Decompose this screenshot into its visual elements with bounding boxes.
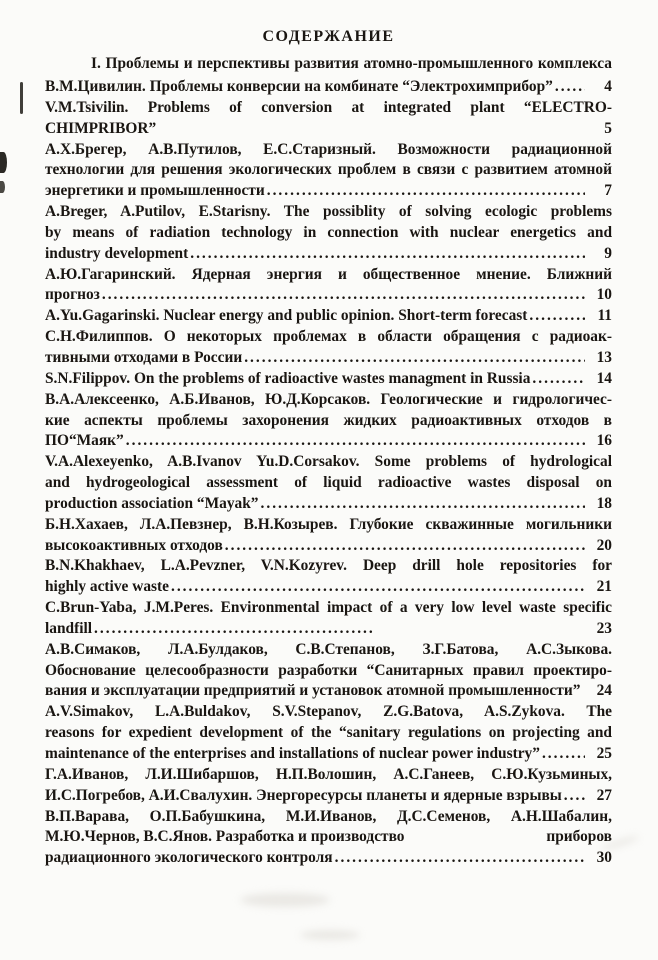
toc-row <box>45 598 612 619</box>
toc-entry-text: and hydrogeological assessment of liquid radioactive wastes disposal on <box>45 474 612 492</box>
page-number: 11 <box>597 307 612 325</box>
page-number: 10 <box>596 286 612 304</box>
toc-entry-text: приборов <box>546 828 612 846</box>
page-number: 20 <box>596 536 612 554</box>
toc-entry-text: радиационного экологического контроля <box>45 849 333 867</box>
toc-entry-text: S.N.Filippov. On the problems of radioactive wastes managment in Russia <box>45 369 531 387</box>
toc-row <box>45 431 612 452</box>
dot-leader <box>244 348 585 369</box>
toc-row <box>45 744 612 765</box>
toc-row <box>45 411 612 432</box>
toc-row <box>45 536 612 557</box>
toc-entry-text: тивными отходами в России <box>45 348 243 366</box>
toc-row <box>45 265 612 286</box>
dot-leader <box>532 369 585 390</box>
toc-row <box>45 452 612 473</box>
toc-entry-text: Б.Н.Хахаев, Л.А.Певзнер, В.Н.Козырев. Глубокие скважинные могильники <box>45 515 612 533</box>
page-number: 27 <box>596 786 612 804</box>
page-number: 23 <box>596 619 612 637</box>
toc-row <box>45 244 612 265</box>
toc-row <box>45 119 612 140</box>
toc-entry-text: landfill <box>45 619 93 637</box>
toc-entry-text: reasons for expedient development of the “sanitary regulations on projecting and <box>45 724 612 742</box>
toc-row <box>45 160 612 181</box>
page-number: 30 <box>596 849 612 867</box>
scan-artifact <box>0 181 5 193</box>
toc-row <box>45 661 612 682</box>
dot-leader <box>564 786 585 807</box>
toc-entry-text: А.В.Симаков, Л.А.Булдаков, С.В.Степанов, З.Г.Батова, А.С.Зыкова. <box>45 640 612 658</box>
toc-row <box>45 577 612 598</box>
toc-entry-text: industry development <box>45 244 189 262</box>
dot-leader <box>190 244 585 265</box>
toc-row <box>45 348 612 369</box>
toc-entry-text: highly active waste <box>45 578 169 596</box>
toc-row <box>45 390 612 411</box>
page-number: 9 <box>604 244 612 262</box>
dot-leader <box>171 577 585 598</box>
toc-entry-text: A.Breger, A.Putilov, E.Starisny. The possiblity of solving ecologic problems <box>45 203 612 221</box>
toc-entry-text: технологии для решения экологических проблем в связи с развитием атомной <box>45 161 612 179</box>
toc-row <box>45 640 612 661</box>
toc-entry-text: М.Ю.Чернов, В.С.Янов. Разработка и производство <box>45 828 405 846</box>
toc-entry-text: A.Yu.Gagarinski. Nuclear energy and public opinion. Short-term forecast <box>45 307 528 325</box>
page-number: 21 <box>596 578 612 596</box>
scan-smudge <box>300 930 360 940</box>
toc-row <box>45 827 612 848</box>
toc-row <box>45 807 612 828</box>
dot-leader <box>542 744 585 765</box>
toc-row <box>45 681 612 702</box>
toc-entry-text: А.Х.Брегер, А.В.Путилов, Е.С.Старизный. Возможности радиационной <box>45 140 612 158</box>
toc-row <box>45 848 612 869</box>
toc-row <box>45 140 612 161</box>
scan-smudge <box>240 893 330 907</box>
toc-row <box>45 285 612 306</box>
toc-entry-text: production association “Mayak” <box>45 494 259 512</box>
toc-entry-text: В.М.Цивилин. Проблемы конверсии на комбинате “Электрохимприбор” <box>45 78 553 95</box>
toc-content <box>45 27 612 869</box>
dot-leader <box>529 306 585 327</box>
page-number: 5 <box>604 119 612 137</box>
toc-entry-text: B.N.Khakhaev, L.A.Pevzner, V.N.Kozyrev. Deep drill hole repositories for <box>45 557 612 575</box>
toc-rows <box>45 77 612 869</box>
toc-entry-text: C.Brun-Yaba, J.M.Peres. Environmental impact of a very low level waste specific <box>45 599 612 617</box>
toc-entry-text: высокоактивных отходов <box>45 536 223 554</box>
toc-entry-text: maintenance of the enterprises and installations of nuclear power industry” <box>45 745 540 762</box>
page-number: 24 <box>596 682 612 700</box>
scan-artifact <box>0 152 7 173</box>
page-number: 4 <box>604 78 612 95</box>
dot-leader <box>261 494 586 515</box>
toc-row <box>45 515 612 536</box>
toc-row <box>45 202 612 223</box>
dot-leader <box>102 285 585 306</box>
toc-entry-text: вания и эксплуатации предприятий и установок атомной промышленности” <box>45 682 581 700</box>
toc-row <box>45 369 612 390</box>
toc-entry-text: кие аспекты проблемы захоронения жидких радиоактивных отходов в <box>45 411 612 429</box>
toc-row <box>45 786 612 807</box>
toc-entry-text: V.A.Alexeyenko, A.B.Ivanov Yu.D.Corsakov. Some problems of hydrological <box>45 453 612 471</box>
toc-row <box>45 702 612 723</box>
page-number: 13 <box>596 348 612 366</box>
toc-entry-text: Обоснование целесообразности разработки “Санитарных правил проектиро- <box>45 661 612 679</box>
toc-entry-text: CHIMPRIBOR” <box>45 119 157 137</box>
toc-entry-text: В.А.Алексеенко, А.Б.Иванов, Ю.Д.Корсаков. Геологические и гидрологичес- <box>45 390 612 408</box>
toc-row <box>45 181 612 202</box>
toc-entry-text: С.Н.Филиппов. О некоторых проблемах в области обращения с радиоак- <box>45 328 612 346</box>
toc-row <box>45 556 612 577</box>
scan-artifact <box>20 82 23 114</box>
toc-entry-text: V.M.Tsivilin. Problems of conversion at integrated plant “ELECTRO- <box>45 98 612 116</box>
toc-row <box>45 98 612 119</box>
toc-entry-text: А.Ю.Гагаринский. Ядерная энергия и общественное мнение. Ближний <box>45 265 612 283</box>
dot-leader <box>267 181 585 202</box>
dot-leader <box>335 848 585 869</box>
dot-leader <box>94 619 374 640</box>
dot-leader <box>225 536 585 557</box>
toc-entry-text: энергетики и промышленности <box>45 182 265 200</box>
toc-entry-text: И.С.Погребов, А.И.Свалухин. Энергоресурсы планеты и ядерные взрывы <box>45 786 562 804</box>
toc-row <box>45 223 612 244</box>
toc-row <box>45 619 612 640</box>
toc-entry-text: прогноз <box>45 286 100 304</box>
toc-row <box>45 327 612 348</box>
toc-row <box>45 723 612 744</box>
toc-row <box>45 77 612 98</box>
dot-leader <box>126 431 585 452</box>
page-number: 25 <box>596 745 612 762</box>
toc-entry-text: Г.А.Иванов, Л.И.Шибаршов, Н.П.Волошин, А.С.Ганеев, С.Ю.Кузьминых, <box>45 765 612 783</box>
toc-entry-text: ПО“Маяк” <box>45 432 124 450</box>
page-number: 7 <box>604 182 612 200</box>
toc-row <box>45 306 612 327</box>
toc-row <box>45 473 612 494</box>
toc-row <box>45 494 612 515</box>
toc-entry-text: A.V.Simakov, L.A.Buldakov, S.V.Stepanov, Z.G.Batova, A.S.Zykova. The <box>45 703 612 721</box>
toc-entry-text: В.П.Варава, О.П.Бабушкина, М.И.Иванов, Д.С.Семенов, А.Н.Шабалин, <box>45 807 612 825</box>
toc-row <box>45 765 612 786</box>
toc-entry-text: by means of radiation technology in connection with nuclear energetics and <box>45 223 612 241</box>
page-number: 18 <box>596 494 612 512</box>
dot-leader <box>555 77 585 98</box>
page-number: 14 <box>596 369 612 387</box>
toc-section-heading: I. Проблемы и перспективы развития атомно-промышленного комплекса <box>91 55 612 72</box>
toc-title: СОДЕРЖАНИЕ <box>262 28 395 45</box>
page-number: 16 <box>596 432 612 450</box>
